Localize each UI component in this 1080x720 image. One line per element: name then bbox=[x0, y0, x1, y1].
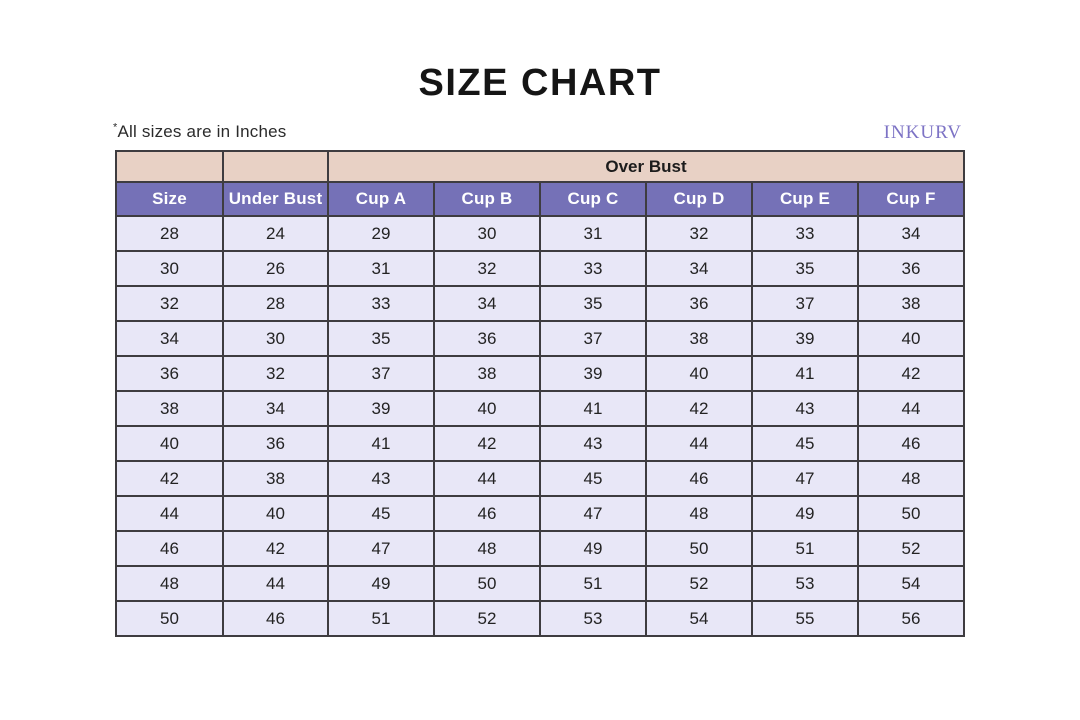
table-cell: 45 bbox=[540, 461, 646, 496]
table-cell: 29 bbox=[328, 216, 434, 251]
table-cell: 36 bbox=[434, 321, 540, 356]
table-cell: 33 bbox=[328, 286, 434, 321]
table-cell: 34 bbox=[858, 216, 964, 251]
table-cell: 52 bbox=[646, 566, 752, 601]
units-note-asterisk: * bbox=[113, 121, 118, 134]
table-cell: 36 bbox=[223, 426, 328, 461]
table-cell: 42 bbox=[434, 426, 540, 461]
column-header-under-bust: Under Bust bbox=[223, 182, 328, 216]
table-row bbox=[116, 531, 964, 566]
table-cell: 51 bbox=[328, 601, 434, 636]
table-cell: 45 bbox=[752, 426, 858, 461]
table-cell: 42 bbox=[646, 391, 752, 426]
table-cell: 45 bbox=[328, 496, 434, 531]
column-header-cup-e: Cup E bbox=[752, 182, 858, 216]
table-cell: 33 bbox=[752, 216, 858, 251]
table-row bbox=[116, 216, 964, 251]
table-cell: 46 bbox=[858, 426, 964, 461]
table-cell: 28 bbox=[223, 286, 328, 321]
table-cell: 24 bbox=[223, 216, 328, 251]
table-cell: 54 bbox=[858, 566, 964, 601]
table-cell: 38 bbox=[858, 286, 964, 321]
table-cell: 39 bbox=[328, 391, 434, 426]
table-cell: 50 bbox=[646, 531, 752, 566]
table-cell: 43 bbox=[328, 461, 434, 496]
table-cell: 50 bbox=[858, 496, 964, 531]
table-cell: 46 bbox=[116, 531, 223, 566]
table-cell: 34 bbox=[223, 391, 328, 426]
table-cell: 35 bbox=[540, 286, 646, 321]
table-cell: 39 bbox=[752, 321, 858, 356]
units-note-text: All sizes are in Inches bbox=[117, 122, 287, 141]
table-row bbox=[116, 566, 964, 601]
table-cell: 49 bbox=[540, 531, 646, 566]
table-cell: 41 bbox=[540, 391, 646, 426]
table-cell: 44 bbox=[858, 391, 964, 426]
table-cell: 34 bbox=[116, 321, 223, 356]
table-cell: 48 bbox=[646, 496, 752, 531]
units-note bbox=[113, 122, 287, 142]
table-cell: 47 bbox=[540, 496, 646, 531]
table-row bbox=[116, 461, 964, 496]
table-cell: 52 bbox=[858, 531, 964, 566]
table-cell: 42 bbox=[116, 461, 223, 496]
table-cell: 37 bbox=[328, 356, 434, 391]
table-cell: 32 bbox=[116, 286, 223, 321]
table-cell: 40 bbox=[858, 321, 964, 356]
table-cell: 30 bbox=[223, 321, 328, 356]
table-cell: 38 bbox=[434, 356, 540, 391]
table-cell: 36 bbox=[858, 251, 964, 286]
size-chart-table bbox=[115, 150, 965, 637]
table-cell: 39 bbox=[540, 356, 646, 391]
table-cell: 38 bbox=[646, 321, 752, 356]
brand-logo: INKURV bbox=[883, 122, 962, 143]
table-cell: 50 bbox=[116, 601, 223, 636]
table-cell: 46 bbox=[646, 461, 752, 496]
table-row bbox=[116, 321, 964, 356]
column-header-cup-a: Cup A bbox=[328, 182, 434, 216]
table-cell: 50 bbox=[434, 566, 540, 601]
table-cell: 35 bbox=[752, 251, 858, 286]
table-cell: 46 bbox=[434, 496, 540, 531]
table-cell: 43 bbox=[752, 391, 858, 426]
table-cell: 51 bbox=[540, 566, 646, 601]
table-cell: 48 bbox=[116, 566, 223, 601]
table-cell: 41 bbox=[328, 426, 434, 461]
table-cell: 43 bbox=[540, 426, 646, 461]
size-table-body bbox=[116, 216, 964, 636]
table-cell: 40 bbox=[116, 426, 223, 461]
table-cell: 54 bbox=[646, 601, 752, 636]
table-cell: 28 bbox=[116, 216, 223, 251]
table-row bbox=[116, 356, 964, 391]
group-header-row bbox=[116, 151, 964, 182]
table-cell: 48 bbox=[434, 531, 540, 566]
page-title: SIZE CHART bbox=[418, 62, 662, 104]
table-cell: 38 bbox=[116, 391, 223, 426]
table-row bbox=[116, 426, 964, 461]
table-cell: 40 bbox=[434, 391, 540, 426]
column-header-cup-f: Cup F bbox=[858, 182, 964, 216]
group-header-empty-size bbox=[116, 151, 223, 182]
table-cell: 46 bbox=[223, 601, 328, 636]
table-cell: 55 bbox=[752, 601, 858, 636]
column-header-row bbox=[116, 182, 964, 216]
table-cell: 51 bbox=[752, 531, 858, 566]
table-cell: 30 bbox=[116, 251, 223, 286]
table-cell: 32 bbox=[434, 251, 540, 286]
table-cell: 32 bbox=[646, 216, 752, 251]
table-row bbox=[116, 391, 964, 426]
table-cell: 36 bbox=[646, 286, 752, 321]
table-cell: 52 bbox=[434, 601, 540, 636]
table-cell: 33 bbox=[540, 251, 646, 286]
table-cell: 42 bbox=[858, 356, 964, 391]
table-cell: 36 bbox=[116, 356, 223, 391]
table-cell: 31 bbox=[328, 251, 434, 286]
table-cell: 56 bbox=[858, 601, 964, 636]
table-cell: 53 bbox=[540, 601, 646, 636]
table-row bbox=[116, 251, 964, 286]
table-cell: 40 bbox=[223, 496, 328, 531]
table-row bbox=[116, 601, 964, 636]
column-header-cup-c: Cup C bbox=[540, 182, 646, 216]
column-header-size: Size bbox=[116, 182, 223, 216]
table-cell: 26 bbox=[223, 251, 328, 286]
table-cell: 37 bbox=[752, 286, 858, 321]
table-cell: 44 bbox=[646, 426, 752, 461]
table-cell: 41 bbox=[752, 356, 858, 391]
table-cell: 53 bbox=[752, 566, 858, 601]
table-cell: 40 bbox=[646, 356, 752, 391]
table-row bbox=[116, 286, 964, 321]
table-cell: 42 bbox=[223, 531, 328, 566]
table-cell: 31 bbox=[540, 216, 646, 251]
table-cell: 34 bbox=[434, 286, 540, 321]
table-row bbox=[116, 496, 964, 531]
table-cell: 44 bbox=[116, 496, 223, 531]
table-cell: 44 bbox=[223, 566, 328, 601]
table-cell: 34 bbox=[646, 251, 752, 286]
table-cell: 49 bbox=[328, 566, 434, 601]
table-cell: 35 bbox=[328, 321, 434, 356]
group-header-empty-underbust bbox=[223, 151, 328, 182]
column-header-cup-b: Cup B bbox=[434, 182, 540, 216]
over-bust-header: Over Bust bbox=[328, 151, 964, 182]
table-cell: 30 bbox=[434, 216, 540, 251]
table-cell: 38 bbox=[223, 461, 328, 496]
table-cell: 47 bbox=[328, 531, 434, 566]
table-cell: 44 bbox=[434, 461, 540, 496]
column-header-cup-d: Cup D bbox=[646, 182, 752, 216]
table-cell: 48 bbox=[858, 461, 964, 496]
table-cell: 49 bbox=[752, 496, 858, 531]
table-cell: 32 bbox=[223, 356, 328, 391]
table-cell: 37 bbox=[540, 321, 646, 356]
table-cell: 47 bbox=[752, 461, 858, 496]
